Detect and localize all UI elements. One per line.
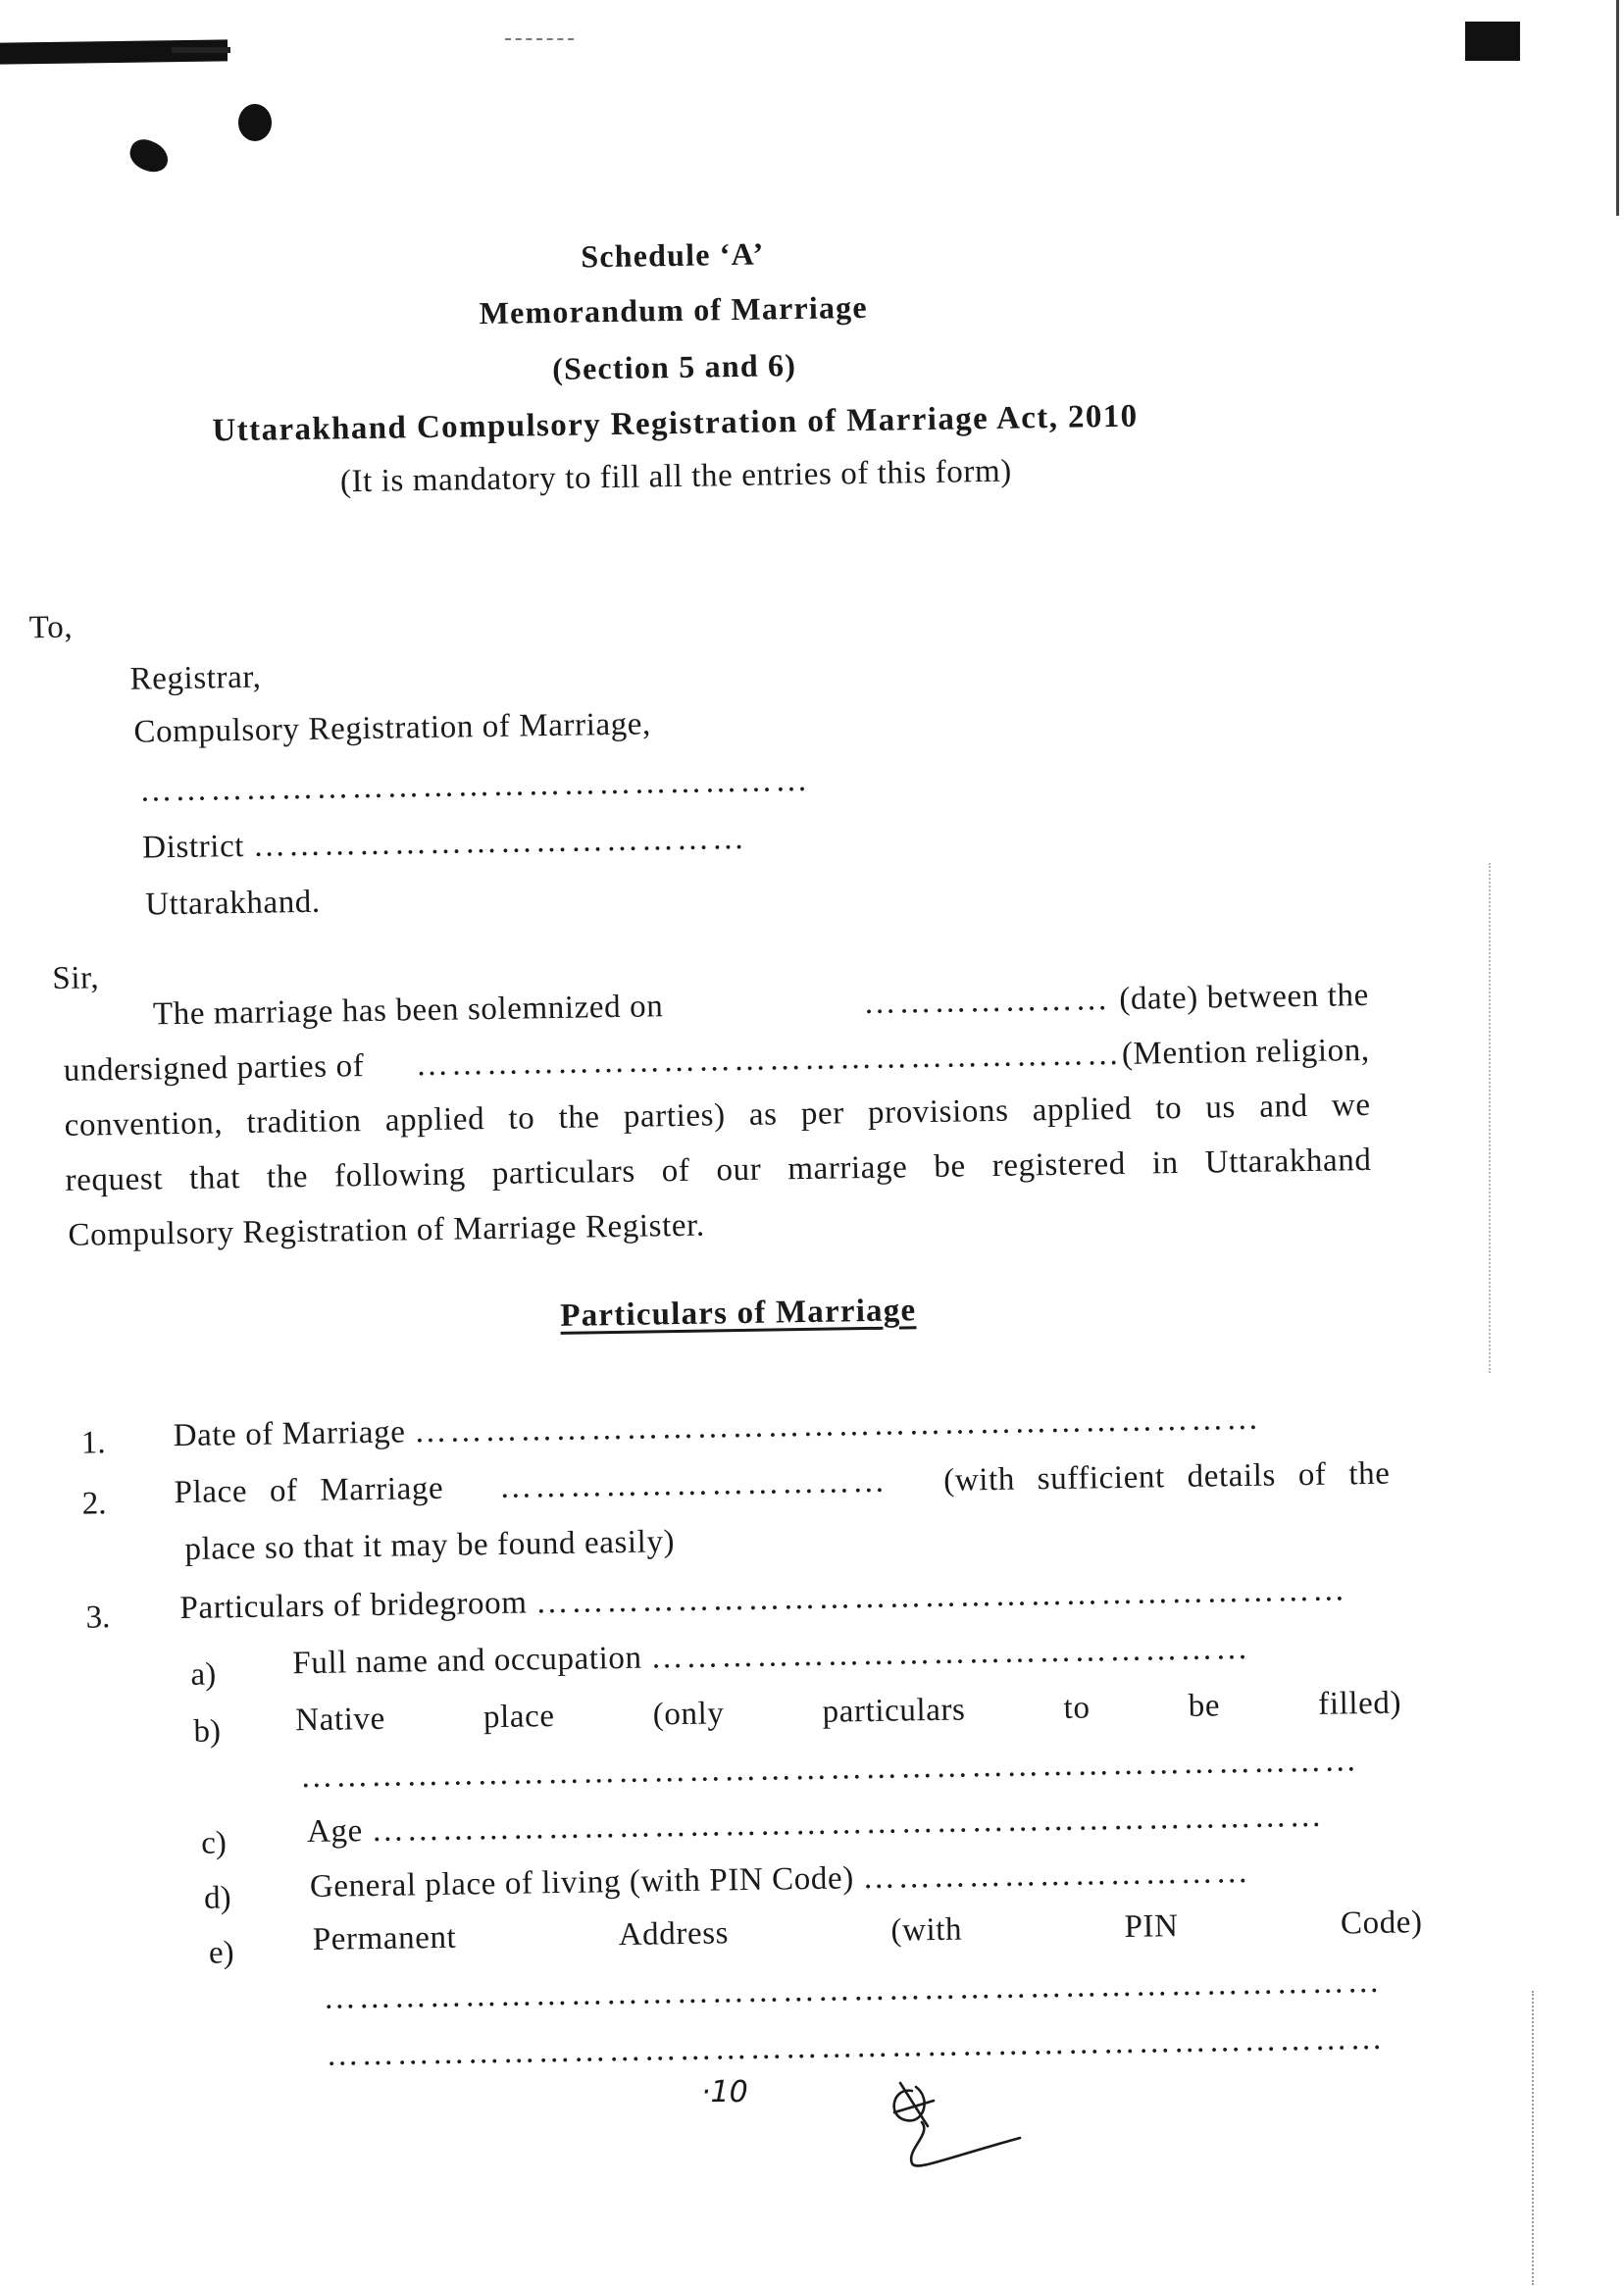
sub-item-letter: c) xyxy=(200,1825,228,1861)
letter-line-3 xyxy=(64,1088,1370,1144)
handwritten-signature xyxy=(873,2069,1030,2177)
native-place-word: Native xyxy=(294,1701,386,1739)
full-name-occupation-dots: …………………………………………… xyxy=(650,1630,1251,1676)
permanent-address-dots: ……………………………………………………………………………… xyxy=(323,1963,1383,2016)
permanent-address-word: PIN xyxy=(1124,1908,1179,1945)
page-number: ·10 xyxy=(701,2075,748,2109)
mandatory-note: (It is mandatory to fill all the entries of this form) xyxy=(339,453,1013,500)
address-state: Uttarakhand. xyxy=(144,884,322,923)
letter-line1-blank xyxy=(863,978,1369,1022)
item-number: 3. xyxy=(85,1600,111,1636)
native-place-word: particulars xyxy=(822,1692,966,1730)
place-of-marriage-continuation: place so that it may be found easily) xyxy=(184,1524,676,1567)
item-number: 1. xyxy=(80,1425,106,1461)
permanent-address-field xyxy=(313,1905,1423,1958)
district-label: District xyxy=(141,828,245,866)
native-place-word: place xyxy=(482,1699,555,1736)
native-place-word: filled) xyxy=(1317,1685,1402,1722)
bridegroom-particulars-label: Particulars of bridegroom xyxy=(179,1585,528,1627)
letter-line2-end: (Mention religion, xyxy=(1121,1032,1370,1072)
native-place-word: to xyxy=(1063,1690,1091,1726)
place-of-marriage-suffix: (with sufficient details of the xyxy=(942,1455,1391,1499)
place-of-marriage-dots: …………………………… xyxy=(498,1463,888,1505)
address-office: Compulsory Registration of Marriage, xyxy=(133,706,652,750)
letter-line1-start: The marriage has been solemnized on xyxy=(152,989,664,1033)
religion-dots: …………………………………………………… xyxy=(415,1036,1123,1084)
date-of-marriage-field xyxy=(173,1401,1261,1454)
full-name-occupation-field xyxy=(292,1631,1251,1682)
age-field xyxy=(307,1799,1325,1851)
letter-line2-blank xyxy=(416,1033,1370,1084)
place-of-marriage-label: Place of Marriage xyxy=(174,1470,444,1511)
item-number: 2. xyxy=(81,1486,107,1522)
permanent-address-word: Code) xyxy=(1340,1905,1423,1942)
permanent-address-blank-line xyxy=(326,2021,1385,2074)
date-of-marriage-label: Date of Marriage xyxy=(173,1414,406,1454)
native-place-word: be xyxy=(1188,1688,1221,1724)
letter-line-2 xyxy=(64,1033,1370,1090)
native-place-word: (only xyxy=(652,1696,725,1733)
sub-item-letter: a) xyxy=(190,1656,217,1693)
bridegroom-particulars-dots: …………………………………………………………… xyxy=(535,1572,1348,1621)
fill-in-dots: ………………………………………………… xyxy=(139,762,811,809)
address-registrar: Registrar, xyxy=(129,659,262,697)
letter-line-1 xyxy=(153,978,1369,1033)
letter-line1-end: (date) between the xyxy=(1119,977,1370,1017)
sub-item-letter: d) xyxy=(203,1880,231,1916)
permanent-address-word: (with xyxy=(890,1911,963,1949)
place-of-marriage-field xyxy=(174,1456,1390,1511)
permanent-address-word: Permanent xyxy=(312,1919,457,1957)
letter-line4-text: request that the following particulars of our marriage be registered in Uttarakhand xyxy=(65,1142,1372,1198)
age-label: Age xyxy=(306,1813,364,1851)
address-to: To, xyxy=(28,609,74,646)
memorandum-title: Memorandum of Marriage xyxy=(479,288,869,331)
native-place-blank-line xyxy=(300,1743,1359,1796)
native-place-dots: ……………………………………………………………………………… xyxy=(299,1743,1360,1796)
bridegroom-particulars-field xyxy=(179,1572,1347,1627)
act-title: Uttarakhand Compulsory Registration of Marriage Act, 2010 xyxy=(212,398,1139,449)
particulars-title-text: Particulars of Marriage xyxy=(560,1293,917,1334)
letter-line3-text: convention, tradition applied to the parties) as per provisions applied to us and we xyxy=(64,1087,1371,1143)
salutation: Sir, xyxy=(52,960,100,997)
district-dots: …………………………………… xyxy=(252,820,748,864)
district-field xyxy=(142,821,747,867)
permanent-address-word: Address xyxy=(618,1915,730,1954)
address-blank-line xyxy=(139,763,810,810)
general-place-field xyxy=(310,1854,1251,1905)
full-name-occupation-label: Full name and occupation xyxy=(292,1640,642,1682)
date-of-marriage-dots: ……………………………………………………………… xyxy=(414,1400,1262,1450)
letter-line-5: Compulsory Registration of Marriage Register. xyxy=(68,1207,705,1253)
schedule-title: Schedule ‘A’ xyxy=(580,235,765,275)
particulars-title xyxy=(199,1287,1278,1340)
general-place-label: General place of living (with PIN Code) xyxy=(309,1860,855,1905)
letter-line2-start: undersigned parties of xyxy=(63,1048,365,1089)
permanent-address-blank-line xyxy=(323,1964,1382,2017)
permanent-address-dots: ……………………………………………………………………………… xyxy=(326,2020,1386,2073)
page-edge-shadow xyxy=(1616,0,1619,216)
general-place-dots: …………………………… xyxy=(862,1854,1251,1897)
age-dots: ……………………………………………………………………… xyxy=(371,1798,1325,1850)
letter-line-4 xyxy=(65,1143,1371,1199)
section-reference: (Section 5 and 6) xyxy=(551,347,797,386)
sub-item-letter: b) xyxy=(193,1713,222,1750)
native-place-field xyxy=(295,1686,1401,1740)
date-dots: ………………… xyxy=(863,982,1111,1022)
sub-item-letter: e) xyxy=(208,1935,234,1971)
